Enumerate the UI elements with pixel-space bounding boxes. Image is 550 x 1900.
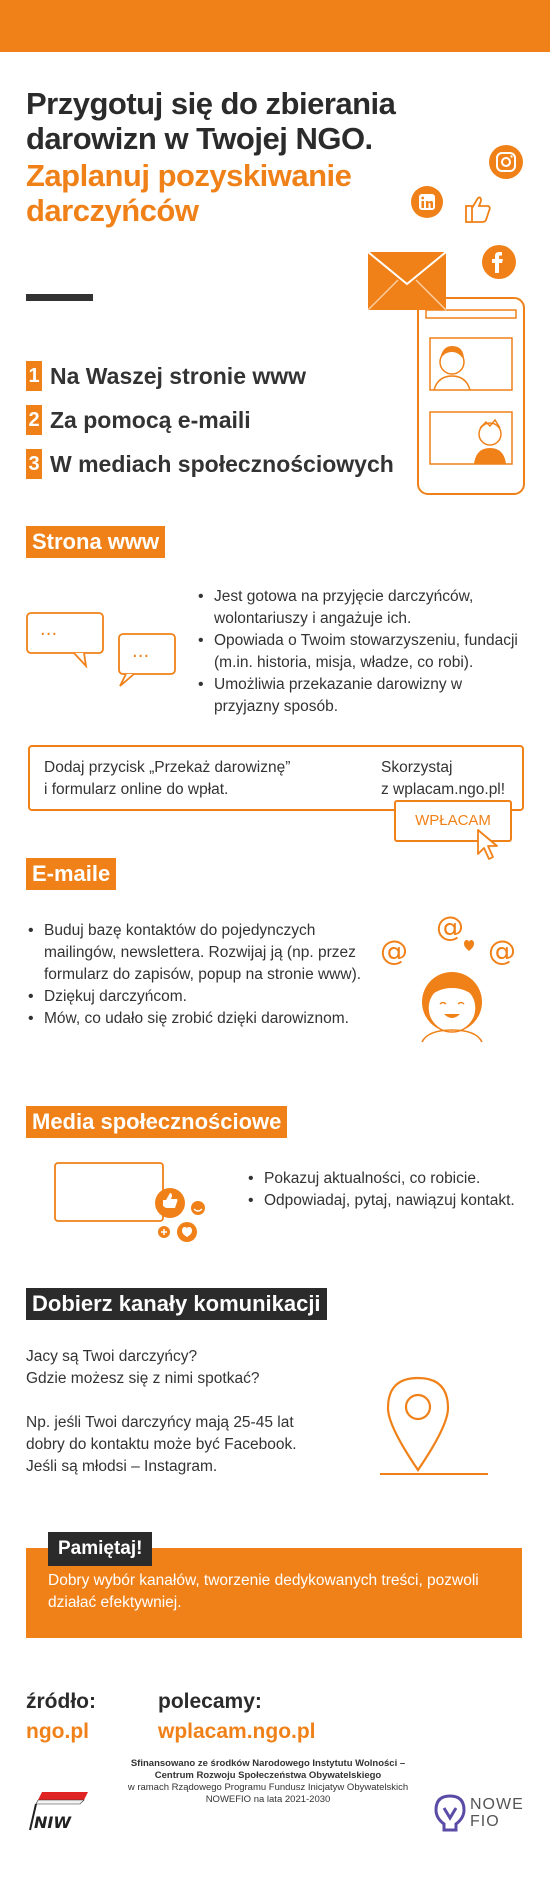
envelope-icon	[368, 252, 446, 310]
list-item: • Mów, co udało się zrobić dzięki darowiznom.	[26, 1008, 366, 1030]
social-post-illustration	[54, 1162, 214, 1246]
source-link[interactable]: ngo.pl	[26, 1720, 89, 1743]
list-item: • Jest gotowa na przyjęcie darczyńców, wolontariuszy i angażuje ich.	[196, 586, 526, 630]
thumbs-up-icon	[466, 197, 490, 222]
email-person-illustration	[378, 912, 528, 1042]
top-bar	[0, 0, 550, 52]
list-item: • Umożliwia przekazanie darowizny w przyjazny sposób.	[196, 674, 526, 718]
list-label: Na Waszej stronie www	[50, 362, 307, 389]
list-label: Za pomocą e-maili	[50, 406, 251, 433]
smile-icon	[191, 1201, 205, 1215]
facebook-icon	[482, 245, 516, 279]
cta-recommendation: Skorzystaj z wplacam.ngo.pl!	[381, 759, 506, 798]
www-bullets	[196, 586, 526, 718]
section-heading-www: Strona www	[26, 526, 165, 558]
like-icon	[155, 1188, 185, 1218]
list-number: 2	[26, 405, 42, 435]
list-item: • Buduj bazę kontaktów do pojedynczych mailingów, newslettera. Rozwijaj ją (np. przez formularz do zapisów, popup na stronie www).	[26, 920, 366, 986]
nowefio-logo-icon	[434, 1794, 466, 1834]
list-item	[26, 398, 394, 442]
remember-tag: Pamiętaj!	[48, 1532, 152, 1566]
funding-note: Sfinansowano ze środków Narodowego Instytutu Wolności – Centrum Rozwoju Społeczeństwa Obywatelskiego w ramach Rządowego Programu Fundusz Inicjatyw Obywatelskich NOWEFIO na lata 2021-2030	[127, 1758, 409, 1805]
at-icon: @	[436, 910, 464, 943]
source-label: źródło:	[26, 1690, 96, 1713]
svg-text:NIW: NIW	[34, 1813, 71, 1832]
niw-logo	[28, 1790, 92, 1834]
list-item: • Dziękuj darczyńcom.	[26, 986, 366, 1008]
heart-icon	[177, 1222, 197, 1242]
cta-instruction: Dodaj przycisk „Przekaż darowiznę” i formularz online do wpłat.	[44, 759, 291, 798]
svg-text:···: ···	[40, 624, 58, 645]
list-label: W mediach społecznościowych	[50, 450, 394, 477]
map-pin-icon	[380, 1374, 490, 1482]
social-bullets	[246, 1168, 536, 1212]
recommend-label: polecamy:	[158, 1690, 262, 1713]
cursor-icon	[476, 828, 506, 862]
section-heading-comms: Dobierz kanały komunikacji	[26, 1288, 327, 1320]
heart-icon	[464, 940, 474, 951]
page-subtitle: Zaplanuj pozyskiwanie darczyńców	[26, 158, 352, 228]
remember-text: Dobry wybór kanałów, tworzenie dedykowanych treści, pozwoli działać efektywniej.	[48, 1572, 479, 1611]
channels-list	[26, 354, 394, 486]
list-item: • Opowiada o Twoim stowarzyszeniu, fundacji (m.in. historia, misja, władze, co robi).	[196, 630, 526, 674]
list-item	[26, 442, 394, 486]
list-item: • Pokazuj aktualności, co robicie.	[246, 1168, 536, 1190]
title-divider	[26, 294, 93, 301]
list-number: 1	[26, 361, 42, 391]
svg-text:···: ···	[132, 646, 150, 667]
list-item: • Odpowiadaj, pytaj, nawiązuj kontakt.	[246, 1190, 536, 1212]
list-number: 3	[26, 449, 42, 479]
at-icon: @	[488, 934, 516, 967]
page-title: Przygotuj się do zbierania darowizn w Twojej NGO.	[26, 86, 396, 156]
section-heading-emails: E-maile	[26, 858, 116, 890]
instagram-icon	[489, 145, 523, 179]
at-icon: @	[380, 934, 408, 967]
plus-icon	[158, 1226, 170, 1238]
emails-bullets	[26, 920, 366, 1030]
comms-questions: Jacy są Twoi darczyńcy? Gdzie możesz się z nimi spotkać?	[26, 1348, 260, 1387]
list-item	[26, 354, 394, 398]
wplacam-button[interactable]: WPŁACAM	[394, 800, 512, 842]
recommend-link[interactable]: wplacam.ngo.pl	[158, 1720, 316, 1743]
linkedin-icon	[411, 186, 443, 218]
section-heading-social: Media społecznościowe	[26, 1106, 287, 1138]
nowefio-logo-text: NOWE FIO	[470, 1796, 524, 1830]
chat-bubbles-icon	[26, 612, 176, 688]
comms-example: Np. jeśli Twoi darczyńcy mają 25-45 lat dobry do kontaktu może być Facebook. Jeśli są młodsi – Instagram.	[26, 1414, 297, 1475]
